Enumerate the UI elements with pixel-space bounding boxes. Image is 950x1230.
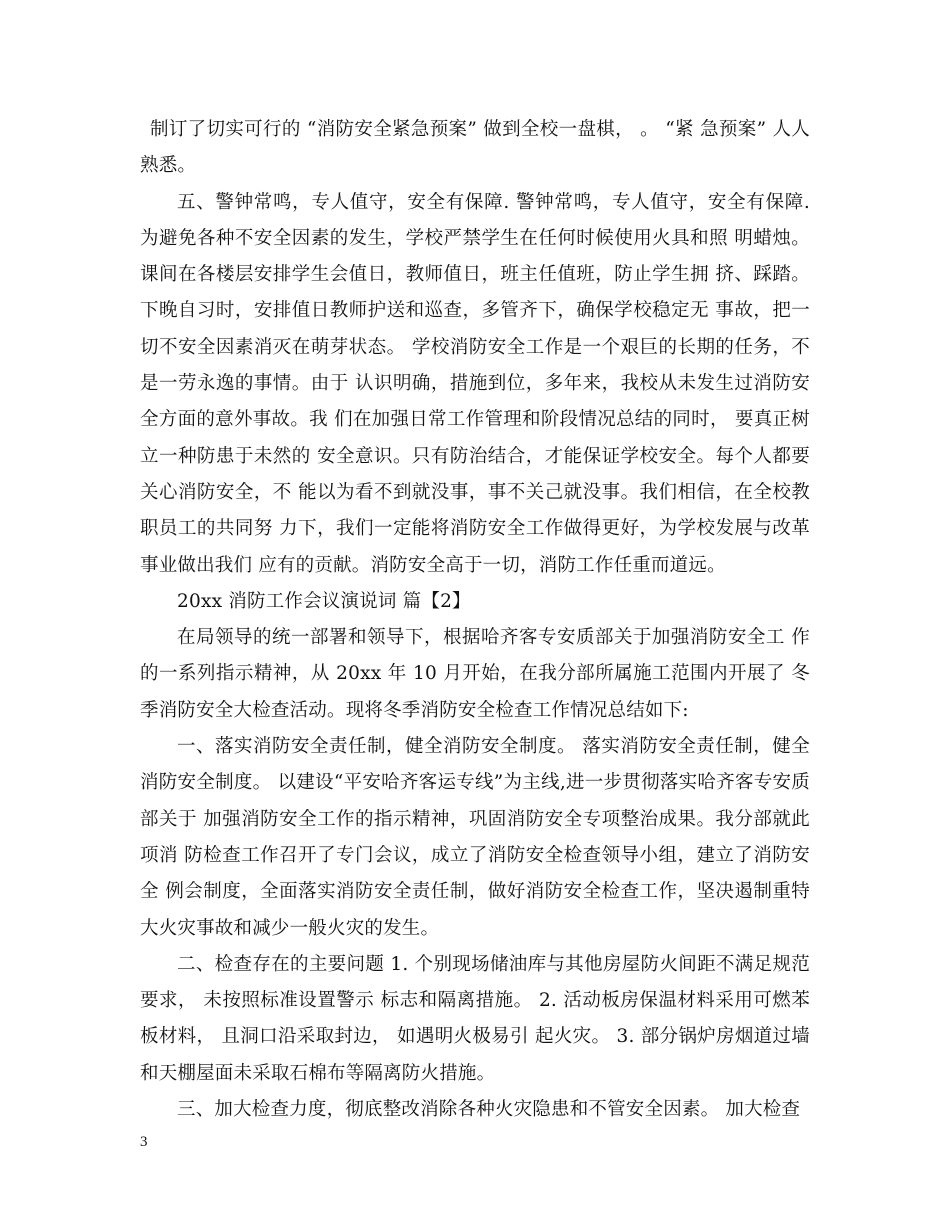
paragraph-section-two: 二、检查存在的主要问题 1. 个别现场储油库与其他房屋防火间距不满足规范要求， 未按照标准设置警示 标志和隔离措施。 2. 活动板房保温材料采用可燃苯板材料， 且洞口沿采取封边， 如遇明火极易引 起火灾。 3. 部分锅炉房烟道过墙和天棚屋面未采取石棉布等隔离防火措施。 xyxy=(140,953,810,1084)
document-body xyxy=(140,112,810,1128)
page-number: 3 xyxy=(140,1134,148,1150)
paragraph-section-three: 三、加大检查力度，彻底整改消除各种火灾隐患和不管安全因素。 加大检查 xyxy=(177,1099,801,1121)
paragraph-section-one: 一、落实消防安全责任制，健全消防安全制度。 落实消防安全责任制，健全消防安全制度。 以建设“平安哈齐客运专线”为主线,进一步贯彻落实哈齐客专安质部关于 加强消防安全工作的指示精神，巩固消防安全专项整治成果。我分部就此项消 防检查工作召开了专门会议，成立了消防安全检查领导小组，建立了消防安全 例会制度，全面落实消防安全责任制，做好消防安全检查工作，坚决遏制重特 大火灾事故和减少一般火灾的发生。 xyxy=(140,736,810,939)
paragraph-section-five: 五、警钟常鸣，专人值守，安全有保障. 警钟常鸣，专人值守，安全有保障. 为避免各种不安全因素的发生，学校严禁学生在任何时候使用火具和照 明蜡烛。课间在各楼层安排学生会值日，教师值日，班主任值班，防止学生拥 挤、踩踏。下晚自习时，安排值日教师护送和巡查，多管齐下，确保学校稳定无 事故，把一切不安全因素消灭在萌芽状态。 学校消防安全工作是一个艰巨的长期的任务，不是一劳永逸的事情。由于 认识明确，措施到位，多年来，我校从未发生过消防安全方面的意外事故。我 们在加强日常工作管理和阶段情况总结的同时， 要真正树立一种防患于未然的 安全意识。只有防治结合，才能保证学校安全。每个人都要关心消防安全，不 能以为看不到就没事，事不关己就没事。我们相信，在全校教职员工的共同努 力下，我们一定能将消防安全工作做得更好，为学校发展与改革事业做出我们 应有的贡献。消防安全高于一切，消防工作任重而道远。 xyxy=(140,191,810,576)
paragraph-emergency-plan: 制订了切实可行的 “消防安全紧急预案” 做到全校一盘棋， 。 “紧 急预案” 人人熟悉。 xyxy=(140,119,810,177)
paragraph-introduction: 在局领导的统一部署和领导下，根据哈齐客专安质部关于加强消防安全工 作的一系列指示精神，从 20xx 年 10 月开始，在我分部所属施工范围内开展了 冬季消防安全大检查活动。现将冬季消防安全检查工作情况总结如下: xyxy=(140,627,810,721)
section-heading-part-2: 20xx 消防工作会议演说词 篇【2】 xyxy=(177,590,471,612)
